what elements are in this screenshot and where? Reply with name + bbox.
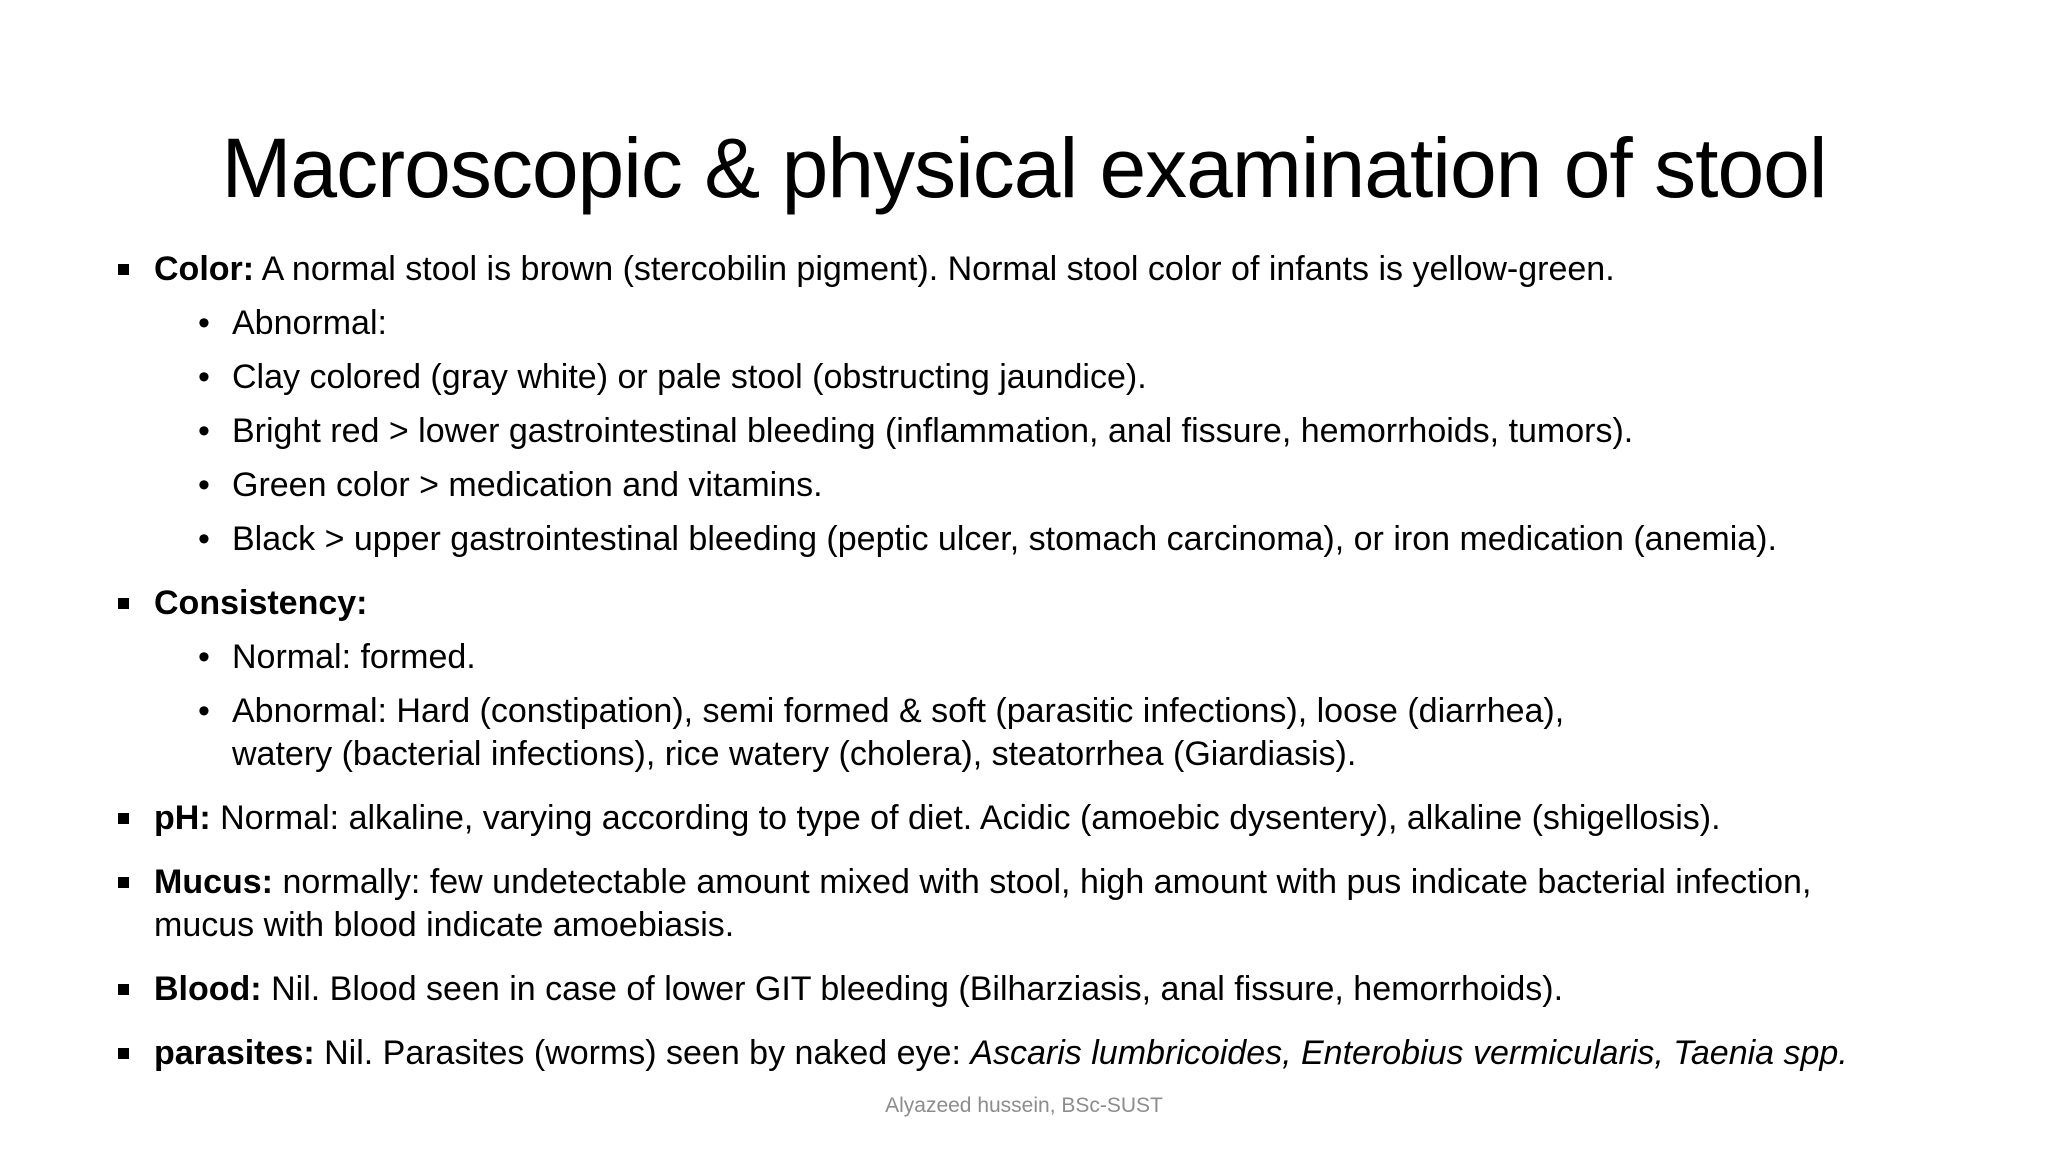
bullet-ph xyxy=(118,797,1978,840)
sub-list xyxy=(154,302,1978,561)
bullet-label: parasites: xyxy=(154,1034,315,1072)
sub-item-text: Clay colored (gray white) or pale stool (obstructing jaundice). xyxy=(232,358,1147,396)
square-bullet-icon xyxy=(118,598,129,609)
bullet-text: normally: few undetectable amount mixed with stool, high amount with pus indicate bacterial infection, mucus with blood indicate amoebiasis. xyxy=(154,863,1812,944)
sub-list xyxy=(154,636,1978,776)
parasite-species: Ascaris lumbricoides, Enterobius vermicularis, Taenia spp. xyxy=(970,1034,1848,1072)
bullet-text: Nil. Parasites (worms) seen by naked eye: xyxy=(314,1034,971,1072)
round-bullet-icon: • xyxy=(198,466,210,504)
sub-item xyxy=(154,302,1978,345)
slide-footer: Alyazeed hussein, BSc-SUST xyxy=(885,1094,1163,1117)
bullet-mucus xyxy=(118,861,1874,947)
round-bullet-icon: • xyxy=(198,358,210,396)
bullet-color xyxy=(118,248,1978,561)
sub-item xyxy=(154,410,1978,453)
sub-item-text: Green color > medication and vitamins. xyxy=(232,466,823,504)
sub-item-text-continued: watery (bacterial infections), rice watery (cholera), steatorrhea (Giardiasis). xyxy=(232,735,1357,773)
square-bullet-icon xyxy=(118,264,129,275)
bullet-label: pH: xyxy=(154,799,211,837)
square-bullet-icon xyxy=(118,1048,129,1059)
slide-content xyxy=(118,248,1978,1096)
bullet-label: Color: xyxy=(154,250,255,288)
bullet-parasites xyxy=(118,1032,1978,1075)
square-bullet-icon xyxy=(118,813,129,824)
bullet-text: Nil. Blood seen in case of lower GIT bleeding (Bilharziasis, anal fissure, hemorrhoids). xyxy=(261,970,1564,1008)
slide-title: Macroscopic & physical examination of stool xyxy=(221,121,1827,215)
sub-item xyxy=(154,518,1978,561)
bullet-label: Blood: xyxy=(154,970,262,1008)
sub-item xyxy=(154,464,1978,507)
round-bullet-icon: • xyxy=(198,692,210,730)
sub-item-text: Bright red > lower gastrointestinal bleeding (inflammation, anal fissure, hemorrhoids, tumors). xyxy=(232,412,1634,450)
bullet-text: Normal: alkaline, varying according to type of diet. Acidic (amoebic dysentery), alkaline (shigellosis). xyxy=(210,799,1721,837)
bullet-label: Mucus: xyxy=(154,863,273,901)
sub-item-text: Black > upper gastrointestinal bleeding (peptic ulcer, stomach carcinoma), or iron medication (anemia). xyxy=(232,520,1777,558)
sub-item xyxy=(154,636,1978,679)
bullet-consistency xyxy=(118,582,1978,776)
round-bullet-icon: • xyxy=(198,412,210,450)
square-bullet-icon xyxy=(118,877,129,888)
sub-item-text: Normal: formed. xyxy=(232,638,476,676)
sub-item xyxy=(154,356,1978,399)
bullet-text: A normal stool is brown (stercobilin pigment). Normal stool color of infants is yellow-green. xyxy=(254,250,1615,288)
bullet-blood xyxy=(118,968,1978,1011)
round-bullet-icon: • xyxy=(198,520,210,558)
sub-item xyxy=(154,690,1978,776)
square-bullet-icon xyxy=(118,984,129,995)
sub-item-text: Abnormal: Hard (constipation), semi formed & soft (parasitic infections), loose (diarrhea), xyxy=(232,692,1565,730)
round-bullet-icon: • xyxy=(198,638,210,676)
bullet-label: Consistency: xyxy=(154,584,368,622)
round-bullet-icon: • xyxy=(198,304,210,342)
sub-item-text: Abnormal: xyxy=(232,304,387,342)
